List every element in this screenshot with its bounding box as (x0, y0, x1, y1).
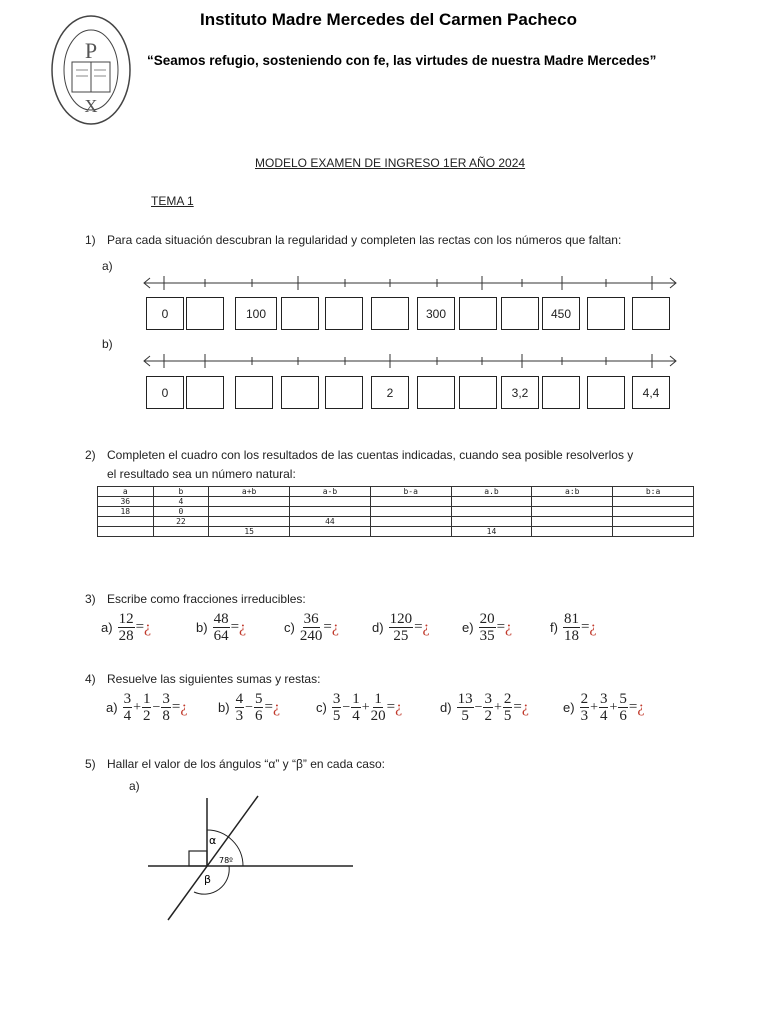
fraction: $\frac{1}{4}$ (352, 691, 360, 724)
fraction: $\frac{12}{28}$ (118, 611, 134, 644)
q2-number: 2) (85, 448, 96, 462)
table-row (98, 527, 694, 537)
number-line-b (140, 352, 680, 370)
table-cell[interactable]: 44 (290, 517, 371, 527)
unknown-mark: ¿ (331, 618, 339, 636)
unknown-mark: ¿ (239, 618, 247, 636)
table-cell[interactable] (451, 507, 532, 517)
table-cell[interactable] (532, 517, 613, 527)
table-header-cell: a:b (532, 487, 613, 497)
table-cell[interactable] (451, 517, 532, 527)
q2-text-line2: el resultado sea un número natural: (107, 467, 296, 481)
fraction: $\frac{3}{4}$ (599, 691, 608, 724)
school-motto: “Seamos refugio, sosteniendo con fe, las virtudes de nuestra Madre Mercedes” (147, 53, 657, 68)
fraction: $\frac{3}{8}$ (162, 691, 170, 724)
fraction-exercise: e) $\frac{20}{35}$ = ¿ (462, 611, 513, 644)
answer-box[interactable] (281, 297, 319, 330)
answer-box[interactable] (325, 376, 363, 409)
answer-box[interactable] (587, 376, 625, 409)
table-cell[interactable] (290, 527, 371, 537)
table-header-cell: a+b (209, 487, 290, 497)
q1-text: Para cada situación descubran la regularidad y completen las rectas con los números que faltan: (107, 233, 622, 247)
table-cell[interactable] (613, 497, 694, 507)
answer-box[interactable]: 300 (417, 297, 455, 330)
table-row (98, 497, 694, 507)
q4-text: Resuelve las siguientes sumas y restas: (107, 672, 321, 686)
table-header-cell: b-a (370, 487, 451, 497)
table-cell[interactable] (532, 497, 613, 507)
answer-box[interactable] (186, 297, 224, 330)
sum-exercise: e) $\frac{2}{3}$ + $\frac{3}{4}$ + $\frac{5}{6}$ = ¿ (563, 691, 645, 724)
table-cell[interactable] (451, 497, 532, 507)
sum-exercise: d) $\frac{13}{5}$ − $\frac{3}{2}$ + $\frac{2}{5}$ = ¿ (440, 691, 529, 724)
unknown-mark: ¿ (589, 618, 597, 636)
unknown-mark: ¿ (422, 618, 430, 636)
table-cell[interactable] (613, 527, 694, 537)
angle-78-label: 78º (219, 856, 233, 865)
q1-b-label: b) (102, 337, 113, 351)
unknown-mark: ¿ (637, 698, 645, 716)
table-header-cell: a-b (290, 487, 371, 497)
alpha-label: α (209, 834, 217, 847)
svg-text:X: X (84, 96, 98, 116)
q1-number: 1) (85, 233, 96, 247)
exam-title: MODELO EXAMEN DE INGRESO 1ER AÑO 2024 (255, 156, 526, 170)
table-cell[interactable] (290, 497, 371, 507)
q2-text-line1: Completen el cuadro con los resultados de las cuentas indicadas, cuando sea posible resolverlos y (107, 448, 634, 462)
answer-box[interactable] (235, 376, 273, 409)
table-cell[interactable] (209, 497, 290, 507)
answer-box[interactable] (325, 297, 363, 330)
answer-box[interactable] (542, 376, 580, 409)
table-cell[interactable] (98, 527, 154, 537)
fraction-exercise: c) $\frac{36}{240}$ = ¿ (284, 611, 339, 644)
table-header-cell: b (153, 487, 209, 497)
fraction: $\frac{13}{5}$ (457, 691, 473, 724)
table-cell[interactable]: 18 (98, 507, 154, 517)
table-cell[interactable]: 0 (153, 507, 209, 517)
table-cell[interactable] (613, 517, 694, 527)
institute-name: Instituto Madre Mercedes del Carmen Pacheco (200, 10, 577, 29)
unknown-mark: ¿ (521, 698, 529, 716)
table-row (98, 507, 694, 517)
sum-exercise: b) $\frac{4}{3}$ − $\frac{5}{6}$ = ¿ (218, 691, 281, 724)
unknown-mark: ¿ (180, 698, 188, 716)
table-header-cell: a (98, 487, 154, 497)
q5-number: 5) (85, 757, 96, 771)
table-cell[interactable] (370, 497, 451, 507)
table-header-cell: b:a (613, 487, 694, 497)
table-cell[interactable]: 4 (153, 497, 209, 507)
table-cell[interactable]: 14 (451, 527, 532, 537)
answer-box[interactable] (459, 297, 497, 330)
q5-text: Hallar el valor de los ángulos “α” y “β” en cada caso: (107, 757, 385, 771)
fraction-exercise: b) $\frac{48}{64}$ = ¿ (196, 611, 247, 644)
answer-box[interactable]: 0 (146, 376, 184, 409)
table-cell[interactable] (370, 507, 451, 517)
number-line-a (140, 274, 680, 292)
fraction: $\frac{4}{3}$ (235, 691, 244, 724)
answer-box[interactable]: 100 (235, 297, 277, 330)
fraction: $\frac{120}{25}$ (389, 611, 413, 644)
fraction: $\frac{5}{6}$ (619, 691, 627, 724)
q1-a-label: a) (102, 259, 113, 273)
table-row (98, 517, 694, 527)
answer-box[interactable]: 0 (146, 297, 184, 330)
table-cell[interactable] (153, 527, 209, 537)
fraction: $\frac{2}{5}$ (503, 691, 512, 724)
fraction: $\frac{3}{2}$ (484, 691, 492, 724)
tema-label: TEMA 1 (151, 194, 194, 208)
fraction: $\frac{48}{64}$ (213, 611, 229, 644)
sum-exercise: c) $\frac{3}{5}$ − $\frac{1}{4}$ + $\frac{1}{20}$ = ¿ (316, 691, 403, 724)
svg-text:P: P (84, 38, 98, 63)
results-header-row (98, 487, 694, 497)
fraction: $\frac{2}{3}$ (580, 691, 589, 724)
results-table (97, 486, 694, 537)
answer-box[interactable] (417, 376, 455, 409)
table-cell[interactable]: 22 (153, 517, 209, 527)
table-cell[interactable] (370, 517, 451, 527)
answer-box[interactable] (501, 297, 539, 330)
answer-box[interactable]: 3,2 (501, 376, 539, 409)
table-cell[interactable] (209, 517, 290, 527)
answer-box[interactable] (186, 376, 224, 409)
fraction-exercise: f) $\frac{81}{18}$ = ¿ (550, 611, 597, 644)
q5-a-label: a) (129, 779, 140, 793)
table-cell[interactable] (532, 507, 613, 517)
fraction-exercise: a) $\frac{12}{28}$ = ¿ (101, 611, 152, 644)
answer-box[interactable] (459, 376, 497, 409)
table-cell[interactable] (98, 517, 154, 527)
unknown-mark: ¿ (505, 618, 513, 636)
fraction: $\frac{5}{6}$ (254, 691, 263, 724)
answer-box[interactable] (632, 297, 670, 330)
fraction-exercise: d) $\frac{120}{25}$ = ¿ (372, 611, 430, 644)
fraction: $\frac{1}{2}$ (142, 691, 151, 724)
fraction: $\frac{3}{5}$ (332, 691, 341, 724)
table-cell[interactable] (370, 527, 451, 537)
fraction: $\frac{3}{4}$ (123, 691, 132, 724)
answer-box[interactable]: 2 (371, 376, 409, 409)
answer-box[interactable]: 450 (542, 297, 580, 330)
answer-box[interactable]: 4,4 (632, 376, 670, 409)
unknown-mark: ¿ (144, 618, 152, 636)
table-cell[interactable] (209, 507, 290, 517)
table-cell[interactable] (290, 507, 371, 517)
answer-box[interactable] (281, 376, 319, 409)
table-header-cell: a.b (451, 487, 532, 497)
fraction: $\frac{1}{20}$ (370, 691, 386, 724)
school-seal (50, 14, 132, 126)
answer-box[interactable] (587, 297, 625, 330)
sum-exercise: a) $\frac{3}{4}$ + $\frac{1}{2}$ − $\frac{3}{8}$ = ¿ (106, 691, 188, 724)
angle-diagram (140, 790, 370, 925)
table-cell[interactable] (532, 527, 613, 537)
unknown-mark: ¿ (395, 698, 403, 716)
beta-label: β (204, 873, 212, 886)
table-cell[interactable]: 15 (209, 527, 290, 537)
table-cell[interactable] (613, 507, 694, 517)
table-cell[interactable]: 36 (98, 497, 154, 507)
unknown-mark: ¿ (272, 698, 281, 716)
fraction: $\frac{36}{240}$ (299, 611, 323, 644)
fraction: $\frac{20}{35}$ (479, 611, 495, 644)
q3-number: 3) (85, 592, 96, 606)
q4-number: 4) (85, 672, 96, 686)
answer-box[interactable] (371, 297, 409, 330)
fraction: $\frac{81}{18}$ (563, 611, 579, 644)
q3-text: Escribe como fracciones irreducibles: (107, 592, 306, 606)
